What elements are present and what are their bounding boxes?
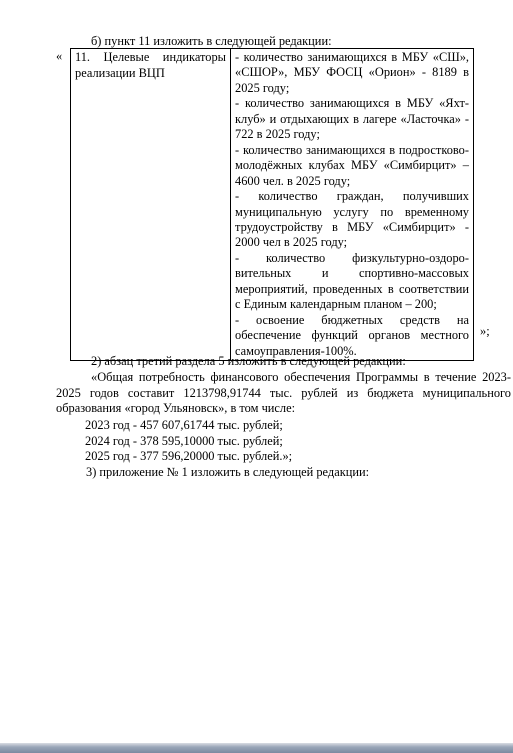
year-line: 2025 год - 377 596,20000 тыс. рублей.»;	[85, 449, 293, 463]
indicator-item: - количество занимающихся в подростково-молодёжных клубах МБУ «Симбирцит» – 4600 чел. в 2025 году;	[235, 142, 469, 188]
indicator-label-cell	[71, 49, 231, 361]
paragraph-2: 2) абзац третий раздела 5 изложить в следующей редакции:	[91, 354, 406, 368]
indicator-values-cell	[231, 49, 474, 361]
indicator-label: 11. Целевые индикаторы реализации ВЦП	[75, 50, 226, 80]
year-line: 2024 год - 378 595,10000 тыс. рублей;	[85, 434, 283, 448]
year-line: 2023 год - 457 607,61744 тыс. рублей;	[85, 418, 283, 432]
indicator-item: - количество занимающихся в МБУ «Яхт-клуб» и отдыхающих в лагере «Ласточка» - 722 в 2025 году;	[235, 96, 469, 142]
paragraph-3: «Общая потребность финансового обеспечения Программы в течение 2023-2025 годов составит 1213798,91744 тыс. рублей из бюджета муниципального образования «город Ульяновск», в том числе:	[56, 370, 511, 416]
indicator-item: - количество физкультурно-оздоро-вительных и спортивно-массовых мероприятий, проведенных в соответствии с Единым календарным планом – 200;	[235, 250, 469, 312]
paragraph-4: 3) приложение № 1 изложить в следующей редакции:	[86, 465, 370, 479]
indicator-item: - количество граждан, получивших муниципальную услугу по временному трудоустройству в МБУ «Симбирцит» - 2000 чел в 2025 году;	[235, 189, 469, 250]
window-bottom-bar	[0, 743, 513, 753]
closing-quote: »;	[480, 324, 490, 338]
indicators-table	[70, 48, 474, 361]
table-row	[71, 49, 474, 361]
opening-quote: «	[56, 49, 63, 63]
indicator-item: - освоение бюджетных средств на обеспечение функций органов местного самоуправления-100%.	[235, 312, 469, 358]
intro-line: б) пункт 11 изложить в следующей редакции:	[91, 34, 332, 48]
indicator-item: - количество занимающихся в МБУ «СШ», «СШОР», МБУ ФОСЦ «Орион» - 8189 в 2025 году;	[235, 50, 469, 95]
